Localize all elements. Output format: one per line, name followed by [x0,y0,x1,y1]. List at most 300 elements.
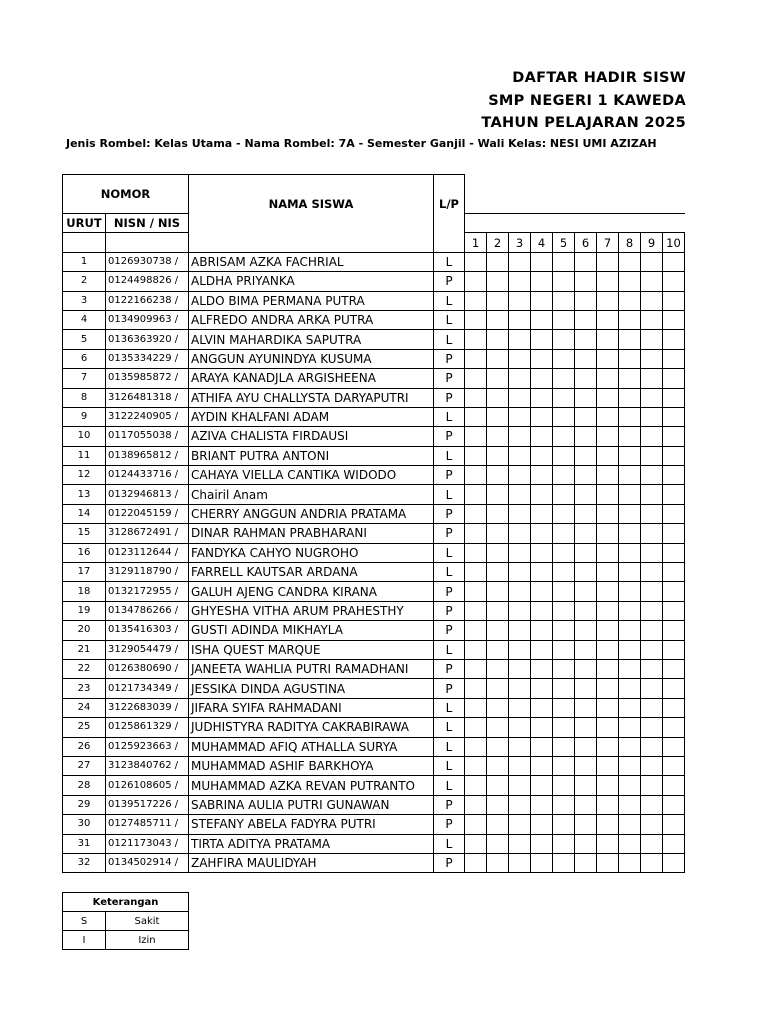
attendance-cell[interactable] [619,601,641,620]
attendance-cell[interactable] [509,718,531,737]
attendance-cell[interactable] [641,485,663,504]
attendance-cell[interactable] [597,272,619,291]
attendance-cell[interactable] [619,524,641,543]
attendance-cell[interactable] [487,466,509,485]
attendance-cell[interactable] [487,679,509,698]
attendance-cell[interactable] [465,679,487,698]
attendance-cell[interactable] [575,601,597,620]
attendance-cell[interactable] [487,504,509,523]
attendance-cell[interactable] [663,795,685,814]
attendance-cell[interactable] [641,330,663,349]
attendance-cell[interactable] [663,252,685,271]
attendance-cell[interactable] [641,446,663,465]
attendance-cell[interactable] [487,640,509,659]
attendance-cell[interactable] [641,679,663,698]
attendance-cell[interactable] [641,853,663,872]
attendance-cell[interactable] [597,466,619,485]
attendance-cell[interactable] [641,388,663,407]
attendance-cell[interactable] [487,621,509,640]
attendance-cell[interactable] [531,388,553,407]
attendance-cell[interactable] [597,737,619,756]
attendance-cell[interactable] [465,815,487,834]
attendance-cell[interactable] [619,659,641,678]
attendance-cell[interactable] [663,601,685,620]
attendance-cell[interactable] [663,776,685,795]
attendance-cell[interactable] [553,466,575,485]
attendance-cell[interactable] [465,776,487,795]
attendance-cell[interactable] [553,524,575,543]
attendance-cell[interactable] [619,756,641,775]
attendance-cell[interactable] [531,504,553,523]
attendance-cell[interactable] [663,291,685,310]
attendance-cell[interactable] [487,388,509,407]
attendance-cell[interactable] [553,252,575,271]
attendance-cell[interactable] [663,485,685,504]
attendance-cell[interactable] [641,756,663,775]
attendance-cell[interactable] [509,621,531,640]
attendance-cell[interactable] [531,815,553,834]
attendance-cell[interactable] [575,427,597,446]
attendance-cell[interactable] [597,679,619,698]
attendance-cell[interactable] [597,330,619,349]
attendance-cell[interactable] [597,776,619,795]
attendance-cell[interactable] [509,504,531,523]
attendance-cell[interactable] [619,504,641,523]
attendance-cell[interactable] [465,252,487,271]
attendance-cell[interactable] [641,582,663,601]
attendance-cell[interactable] [531,407,553,426]
attendance-cell[interactable] [531,446,553,465]
attendance-cell[interactable] [619,388,641,407]
attendance-cell[interactable] [487,737,509,756]
attendance-cell[interactable] [465,524,487,543]
attendance-cell[interactable] [641,504,663,523]
attendance-cell[interactable] [465,310,487,329]
attendance-cell[interactable] [663,718,685,737]
attendance-cell[interactable] [531,543,553,562]
attendance-cell[interactable] [509,369,531,388]
attendance-cell[interactable] [487,698,509,717]
attendance-cell[interactable] [465,563,487,582]
attendance-cell[interactable] [597,310,619,329]
attendance-cell[interactable] [641,369,663,388]
attendance-cell[interactable] [465,427,487,446]
attendance-cell[interactable] [619,563,641,582]
attendance-cell[interactable] [553,776,575,795]
attendance-cell[interactable] [597,563,619,582]
attendance-cell[interactable] [553,427,575,446]
attendance-cell[interactable] [509,291,531,310]
attendance-cell[interactable] [641,795,663,814]
attendance-cell[interactable] [575,524,597,543]
attendance-cell[interactable] [597,834,619,853]
attendance-cell[interactable] [663,698,685,717]
attendance-cell[interactable] [509,563,531,582]
attendance-cell[interactable] [663,504,685,523]
attendance-cell[interactable] [663,659,685,678]
attendance-cell[interactable] [663,815,685,834]
attendance-cell[interactable] [487,853,509,872]
attendance-cell[interactable] [465,504,487,523]
attendance-cell[interactable] [553,795,575,814]
attendance-cell[interactable] [575,795,597,814]
attendance-cell[interactable] [531,640,553,659]
attendance-cell[interactable] [465,756,487,775]
attendance-cell[interactable] [509,388,531,407]
attendance-cell[interactable] [575,659,597,678]
attendance-cell[interactable] [553,640,575,659]
attendance-cell[interactable] [641,349,663,368]
attendance-cell[interactable] [487,659,509,678]
attendance-cell[interactable] [575,718,597,737]
attendance-cell[interactable] [619,485,641,504]
attendance-cell[interactable] [487,310,509,329]
attendance-cell[interactable] [641,718,663,737]
attendance-cell[interactable] [553,388,575,407]
attendance-cell[interactable] [487,291,509,310]
attendance-cell[interactable] [487,601,509,620]
attendance-cell[interactable] [509,349,531,368]
attendance-cell[interactable] [641,524,663,543]
attendance-cell[interactable] [465,291,487,310]
attendance-cell[interactable] [487,524,509,543]
attendance-cell[interactable] [663,853,685,872]
attendance-cell[interactable] [531,795,553,814]
attendance-cell[interactable] [487,795,509,814]
attendance-cell[interactable] [487,485,509,504]
attendance-cell[interactable] [575,349,597,368]
attendance-cell[interactable] [619,640,641,659]
attendance-cell[interactable] [509,815,531,834]
attendance-cell[interactable] [553,834,575,853]
attendance-cell[interactable] [575,621,597,640]
attendance-cell[interactable] [509,272,531,291]
attendance-cell[interactable] [619,737,641,756]
attendance-cell[interactable] [597,621,619,640]
attendance-cell[interactable] [641,621,663,640]
attendance-cell[interactable] [663,563,685,582]
attendance-cell[interactable] [487,815,509,834]
attendance-cell[interactable] [575,815,597,834]
attendance-cell[interactable] [597,524,619,543]
attendance-cell[interactable] [575,291,597,310]
attendance-cell[interactable] [487,349,509,368]
attendance-cell[interactable] [509,776,531,795]
attendance-cell[interactable] [619,446,641,465]
attendance-cell[interactable] [619,815,641,834]
attendance-cell[interactable] [531,601,553,620]
attendance-cell[interactable] [553,330,575,349]
attendance-cell[interactable] [487,543,509,562]
attendance-cell[interactable] [619,310,641,329]
attendance-cell[interactable] [597,388,619,407]
attendance-cell[interactable] [487,330,509,349]
attendance-cell[interactable] [575,252,597,271]
attendance-cell[interactable] [531,330,553,349]
attendance-cell[interactable] [487,718,509,737]
attendance-cell[interactable] [553,310,575,329]
attendance-cell[interactable] [619,291,641,310]
attendance-cell[interactable] [509,446,531,465]
attendance-cell[interactable] [553,815,575,834]
attendance-cell[interactable] [553,272,575,291]
attendance-cell[interactable] [663,446,685,465]
attendance-cell[interactable] [465,737,487,756]
attendance-cell[interactable] [597,698,619,717]
attendance-cell[interactable] [531,853,553,872]
attendance-cell[interactable] [509,427,531,446]
attendance-cell[interactable] [575,543,597,562]
attendance-cell[interactable] [509,466,531,485]
attendance-cell[interactable] [575,485,597,504]
attendance-cell[interactable] [597,815,619,834]
attendance-cell[interactable] [487,252,509,271]
attendance-cell[interactable] [509,582,531,601]
attendance-cell[interactable] [619,582,641,601]
attendance-cell[interactable] [575,853,597,872]
attendance-cell[interactable] [465,466,487,485]
attendance-cell[interactable] [663,310,685,329]
attendance-cell[interactable] [597,446,619,465]
attendance-cell[interactable] [465,698,487,717]
attendance-cell[interactable] [641,407,663,426]
attendance-cell[interactable] [465,407,487,426]
attendance-cell[interactable] [531,466,553,485]
attendance-cell[interactable] [597,640,619,659]
attendance-cell[interactable] [641,815,663,834]
attendance-cell[interactable] [597,407,619,426]
attendance-cell[interactable] [619,252,641,271]
attendance-cell[interactable] [641,252,663,271]
attendance-cell[interactable] [575,776,597,795]
attendance-cell[interactable] [553,504,575,523]
attendance-cell[interactable] [597,795,619,814]
attendance-cell[interactable] [597,601,619,620]
attendance-cell[interactable] [575,330,597,349]
attendance-cell[interactable] [641,272,663,291]
attendance-cell[interactable] [663,369,685,388]
attendance-cell[interactable] [465,446,487,465]
attendance-cell[interactable] [663,640,685,659]
attendance-cell[interactable] [487,427,509,446]
attendance-cell[interactable] [663,272,685,291]
attendance-cell[interactable] [531,252,553,271]
attendance-cell[interactable] [575,504,597,523]
attendance-cell[interactable] [509,795,531,814]
attendance-cell[interactable] [597,427,619,446]
attendance-cell[interactable] [641,310,663,329]
attendance-cell[interactable] [663,621,685,640]
attendance-cell[interactable] [531,427,553,446]
attendance-cell[interactable] [553,621,575,640]
attendance-cell[interactable] [509,310,531,329]
attendance-cell[interactable] [619,349,641,368]
attendance-cell[interactable] [597,543,619,562]
attendance-cell[interactable] [663,834,685,853]
attendance-cell[interactable] [575,369,597,388]
attendance-cell[interactable] [619,776,641,795]
attendance-cell[interactable] [641,737,663,756]
attendance-cell[interactable] [531,776,553,795]
attendance-cell[interactable] [663,388,685,407]
attendance-cell[interactable] [641,563,663,582]
attendance-cell[interactable] [575,563,597,582]
attendance-cell[interactable] [663,349,685,368]
attendance-cell[interactable] [553,698,575,717]
attendance-cell[interactable] [619,543,641,562]
attendance-cell[interactable] [509,659,531,678]
attendance-cell[interactable] [531,756,553,775]
attendance-cell[interactable] [575,310,597,329]
attendance-cell[interactable] [553,659,575,678]
attendance-cell[interactable] [663,737,685,756]
attendance-cell[interactable] [531,679,553,698]
attendance-cell[interactable] [553,349,575,368]
attendance-cell[interactable] [531,291,553,310]
attendance-cell[interactable] [641,427,663,446]
attendance-cell[interactable] [619,369,641,388]
attendance-cell[interactable] [597,252,619,271]
attendance-cell[interactable] [641,291,663,310]
attendance-cell[interactable] [575,388,597,407]
attendance-cell[interactable] [531,659,553,678]
attendance-cell[interactable] [641,659,663,678]
attendance-cell[interactable] [597,369,619,388]
attendance-cell[interactable] [619,834,641,853]
attendance-cell[interactable] [575,679,597,698]
attendance-cell[interactable] [619,718,641,737]
attendance-cell[interactable] [575,466,597,485]
attendance-cell[interactable] [575,640,597,659]
attendance-cell[interactable] [531,718,553,737]
attendance-cell[interactable] [641,466,663,485]
attendance-cell[interactable] [465,853,487,872]
attendance-cell[interactable] [531,485,553,504]
attendance-cell[interactable] [531,834,553,853]
attendance-cell[interactable] [553,407,575,426]
attendance-cell[interactable] [619,679,641,698]
attendance-cell[interactable] [663,407,685,426]
attendance-cell[interactable] [465,834,487,853]
attendance-cell[interactable] [553,601,575,620]
attendance-cell[interactable] [465,582,487,601]
attendance-cell[interactable] [553,756,575,775]
attendance-cell[interactable] [465,640,487,659]
attendance-cell[interactable] [575,756,597,775]
attendance-cell[interactable] [575,272,597,291]
attendance-cell[interactable] [509,756,531,775]
attendance-cell[interactable] [619,466,641,485]
attendance-cell[interactable] [487,407,509,426]
attendance-cell[interactable] [575,446,597,465]
attendance-cell[interactable] [663,679,685,698]
attendance-cell[interactable] [597,718,619,737]
attendance-cell[interactable] [487,446,509,465]
attendance-cell[interactable] [575,698,597,717]
attendance-cell[interactable] [553,485,575,504]
attendance-cell[interactable] [531,737,553,756]
attendance-cell[interactable] [465,330,487,349]
attendance-cell[interactable] [531,524,553,543]
attendance-cell[interactable] [663,330,685,349]
attendance-cell[interactable] [663,466,685,485]
attendance-cell[interactable] [553,737,575,756]
attendance-cell[interactable] [465,718,487,737]
attendance-cell[interactable] [509,524,531,543]
attendance-cell[interactable] [641,698,663,717]
attendance-cell[interactable] [597,349,619,368]
attendance-cell[interactable] [509,407,531,426]
attendance-cell[interactable] [575,582,597,601]
attendance-cell[interactable] [553,718,575,737]
attendance-cell[interactable] [663,582,685,601]
attendance-cell[interactable] [553,543,575,562]
attendance-cell[interactable] [509,601,531,620]
attendance-cell[interactable] [487,272,509,291]
attendance-cell[interactable] [465,388,487,407]
attendance-cell[interactable] [531,582,553,601]
attendance-cell[interactable] [641,601,663,620]
attendance-cell[interactable] [553,563,575,582]
attendance-cell[interactable] [531,349,553,368]
attendance-cell[interactable] [465,601,487,620]
attendance-cell[interactable] [553,679,575,698]
attendance-cell[interactable] [531,272,553,291]
attendance-cell[interactable] [619,853,641,872]
attendance-cell[interactable] [509,640,531,659]
attendance-cell[interactable] [597,659,619,678]
attendance-cell[interactable] [619,698,641,717]
attendance-cell[interactable] [509,543,531,562]
attendance-cell[interactable] [487,834,509,853]
attendance-cell[interactable] [531,698,553,717]
attendance-cell[interactable] [641,640,663,659]
attendance-cell[interactable] [641,834,663,853]
attendance-cell[interactable] [465,272,487,291]
attendance-cell[interactable] [487,776,509,795]
attendance-cell[interactable] [531,369,553,388]
attendance-cell[interactable] [465,795,487,814]
attendance-cell[interactable] [465,349,487,368]
attendance-cell[interactable] [465,621,487,640]
attendance-cell[interactable] [575,834,597,853]
attendance-cell[interactable] [553,291,575,310]
attendance-cell[interactable] [531,563,553,582]
attendance-cell[interactable] [487,369,509,388]
attendance-cell[interactable] [553,582,575,601]
attendance-cell[interactable] [509,252,531,271]
attendance-cell[interactable] [509,698,531,717]
attendance-cell[interactable] [487,756,509,775]
attendance-cell[interactable] [619,621,641,640]
attendance-cell[interactable] [509,853,531,872]
attendance-cell[interactable] [619,407,641,426]
attendance-cell[interactable] [619,330,641,349]
attendance-cell[interactable] [553,853,575,872]
attendance-cell[interactable] [663,756,685,775]
attendance-cell[interactable] [487,563,509,582]
attendance-cell[interactable] [619,427,641,446]
attendance-cell[interactable] [553,369,575,388]
attendance-cell[interactable] [509,679,531,698]
attendance-cell[interactable] [619,272,641,291]
attendance-cell[interactable] [465,659,487,678]
attendance-cell[interactable] [597,485,619,504]
attendance-cell[interactable] [509,834,531,853]
attendance-cell[interactable] [575,407,597,426]
attendance-cell[interactable] [663,524,685,543]
attendance-cell[interactable] [553,446,575,465]
